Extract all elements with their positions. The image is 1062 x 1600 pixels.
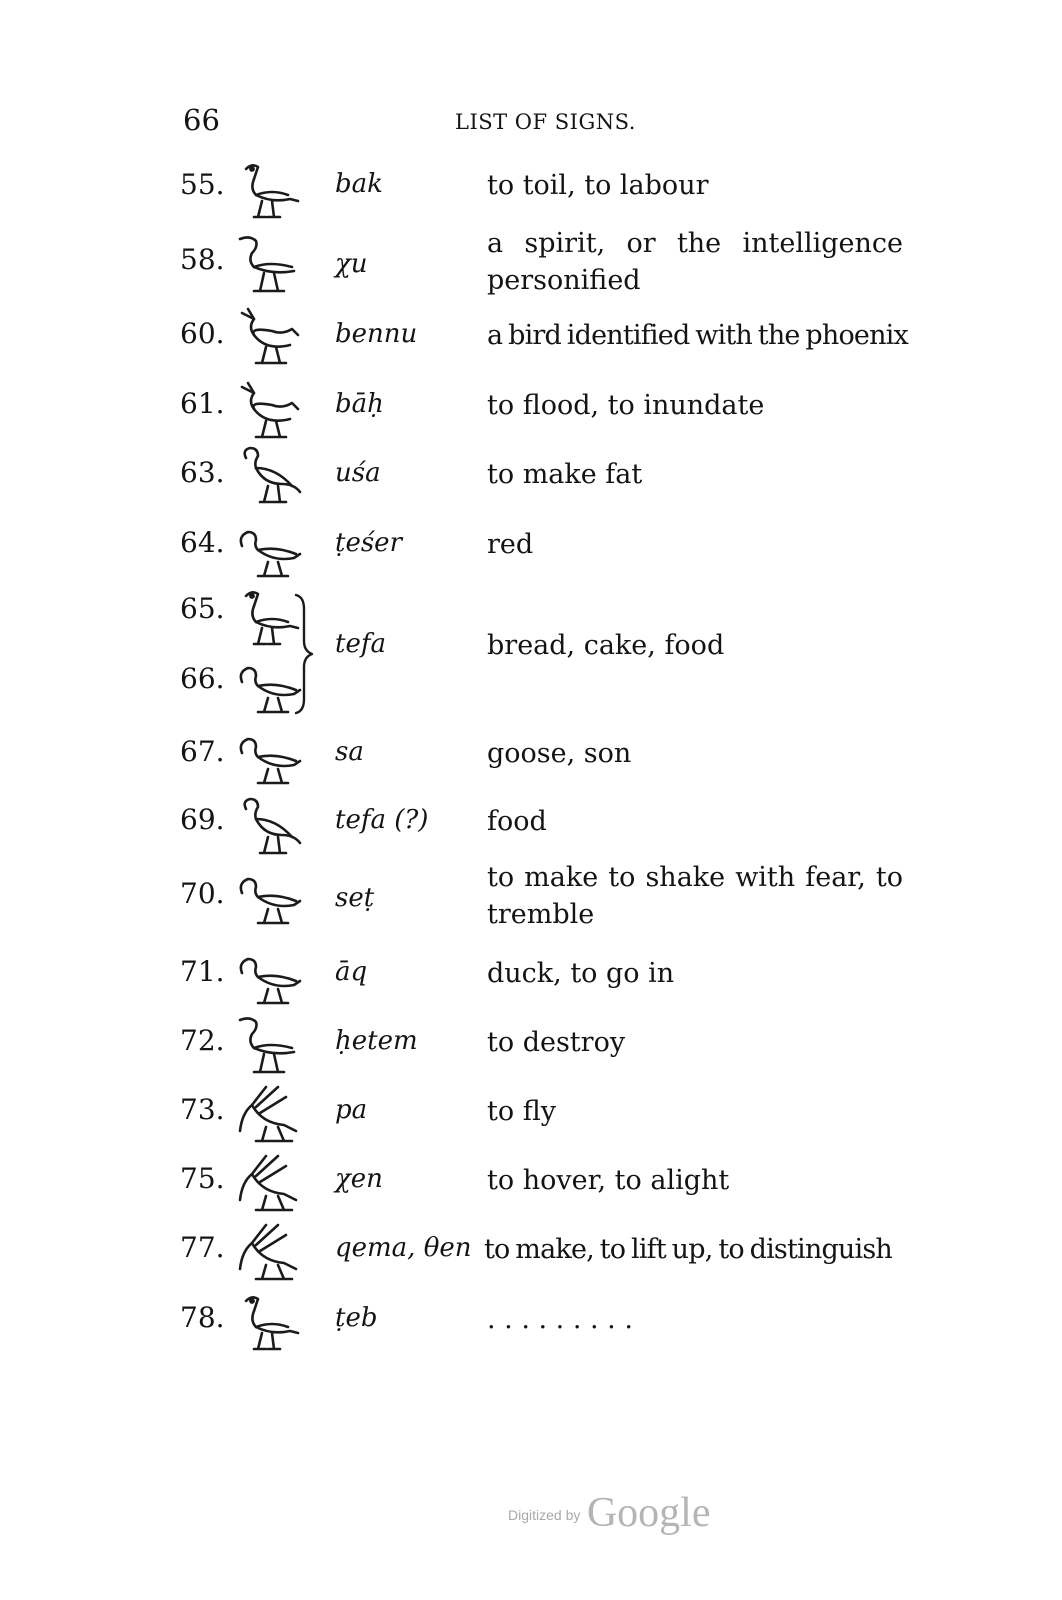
transliteration: seṭ <box>335 883 375 913</box>
meaning: to fly <box>487 1096 556 1127</box>
sign-number: 77. <box>180 1231 225 1264</box>
transliteration: qema, θen <box>335 1233 472 1263</box>
pelican-hieroglyph-icon <box>232 444 304 508</box>
bird-with-shrine-hieroglyph-icon <box>232 1221 304 1285</box>
meaning: food <box>487 806 547 837</box>
transliteration: χu <box>335 249 368 279</box>
wading-bird-hieroglyph-icon <box>232 379 304 443</box>
walking-bird-hieroglyph-icon <box>232 159 304 223</box>
meaning: to flood, to inundate <box>487 390 765 421</box>
goose-with-head-coil-hieroglyph-icon <box>232 865 304 929</box>
transliteration: tefa (?) <box>335 805 429 835</box>
meaning: red <box>487 529 534 560</box>
meaning: a spirit, or the intelligence personified <box>487 228 903 296</box>
sign-number: 63. <box>180 456 225 489</box>
sign-number: 75. <box>180 1162 225 1195</box>
sign-number: 61. <box>180 387 225 420</box>
heron-hieroglyph-icon <box>232 305 304 369</box>
sign-number: 71. <box>180 955 225 988</box>
transliteration: bennu <box>335 319 418 349</box>
sign-number: 78. <box>180 1301 225 1334</box>
right-curly-brace-icon <box>292 593 314 715</box>
running-head: LIST OF SIGNS. <box>455 110 636 134</box>
page-number: 66 <box>183 103 220 137</box>
goose-hieroglyph-icon <box>232 725 304 789</box>
meaning: to hover, to alight <box>487 1165 730 1196</box>
transliteration: uśa <box>335 458 381 488</box>
meaning: goose, son <box>487 738 632 769</box>
meaning: to make to shake with fear, to tremble <box>487 862 903 930</box>
flamingo-hieroglyph-icon <box>232 518 304 582</box>
sign-number: 70. <box>180 877 225 910</box>
sign-number: 66. <box>180 662 225 695</box>
transliteration: ṭeb <box>335 1303 378 1333</box>
sign-number: 65. <box>180 592 225 625</box>
meaning: duck, to go in <box>487 958 675 989</box>
sign-number: 58. <box>180 243 225 276</box>
sign-number: 60. <box>180 317 225 350</box>
sign-number: 73. <box>180 1093 225 1126</box>
sign-number: 72. <box>180 1024 225 1057</box>
plucked-bird-hieroglyph-icon <box>232 1014 304 1078</box>
sign-number: 55. <box>180 168 225 201</box>
transliteration: bāḥ <box>335 389 384 419</box>
sign-number: 67. <box>180 735 225 768</box>
google-logo: Google <box>586 1490 711 1536</box>
transliteration: āq <box>335 957 368 987</box>
transliteration: sa <box>335 737 364 767</box>
sign-number: 64. <box>180 526 225 559</box>
pintail-duck-hieroglyph-icon <box>232 945 304 1009</box>
meaning: to toil, to labour <box>487 170 709 201</box>
meaning: to make fat <box>487 459 643 490</box>
meaning: a bird identified with the phoenix <box>487 320 908 351</box>
transliteration: tefa <box>335 629 386 659</box>
transliteration: bak <box>335 169 383 199</box>
alighting-bird-hieroglyph-icon <box>232 1152 304 1216</box>
sign-number: 69. <box>180 803 225 836</box>
digitization-watermark <box>508 1489 710 1537</box>
transliteration: ṭeśer <box>335 528 402 558</box>
meaning: bread, cake, food <box>487 630 725 661</box>
transliteration: pa <box>335 1095 368 1125</box>
transliteration: ḥetem <box>335 1026 418 1056</box>
trussed-goose-hieroglyph-icon <box>232 795 304 859</box>
crested-bird-hieroglyph-icon <box>232 1291 304 1355</box>
meaning: . . . . . . . . . <box>487 1304 633 1335</box>
meaning: to make, to lift up, to distinguish <box>484 1234 893 1265</box>
flying-bird-hieroglyph-icon <box>232 1083 304 1147</box>
meaning: to destroy <box>487 1027 626 1058</box>
ibis-hieroglyph-icon <box>232 233 304 297</box>
digitized-by-label: Digitized by <box>508 1507 581 1523</box>
transliteration: χen <box>335 1164 383 1194</box>
